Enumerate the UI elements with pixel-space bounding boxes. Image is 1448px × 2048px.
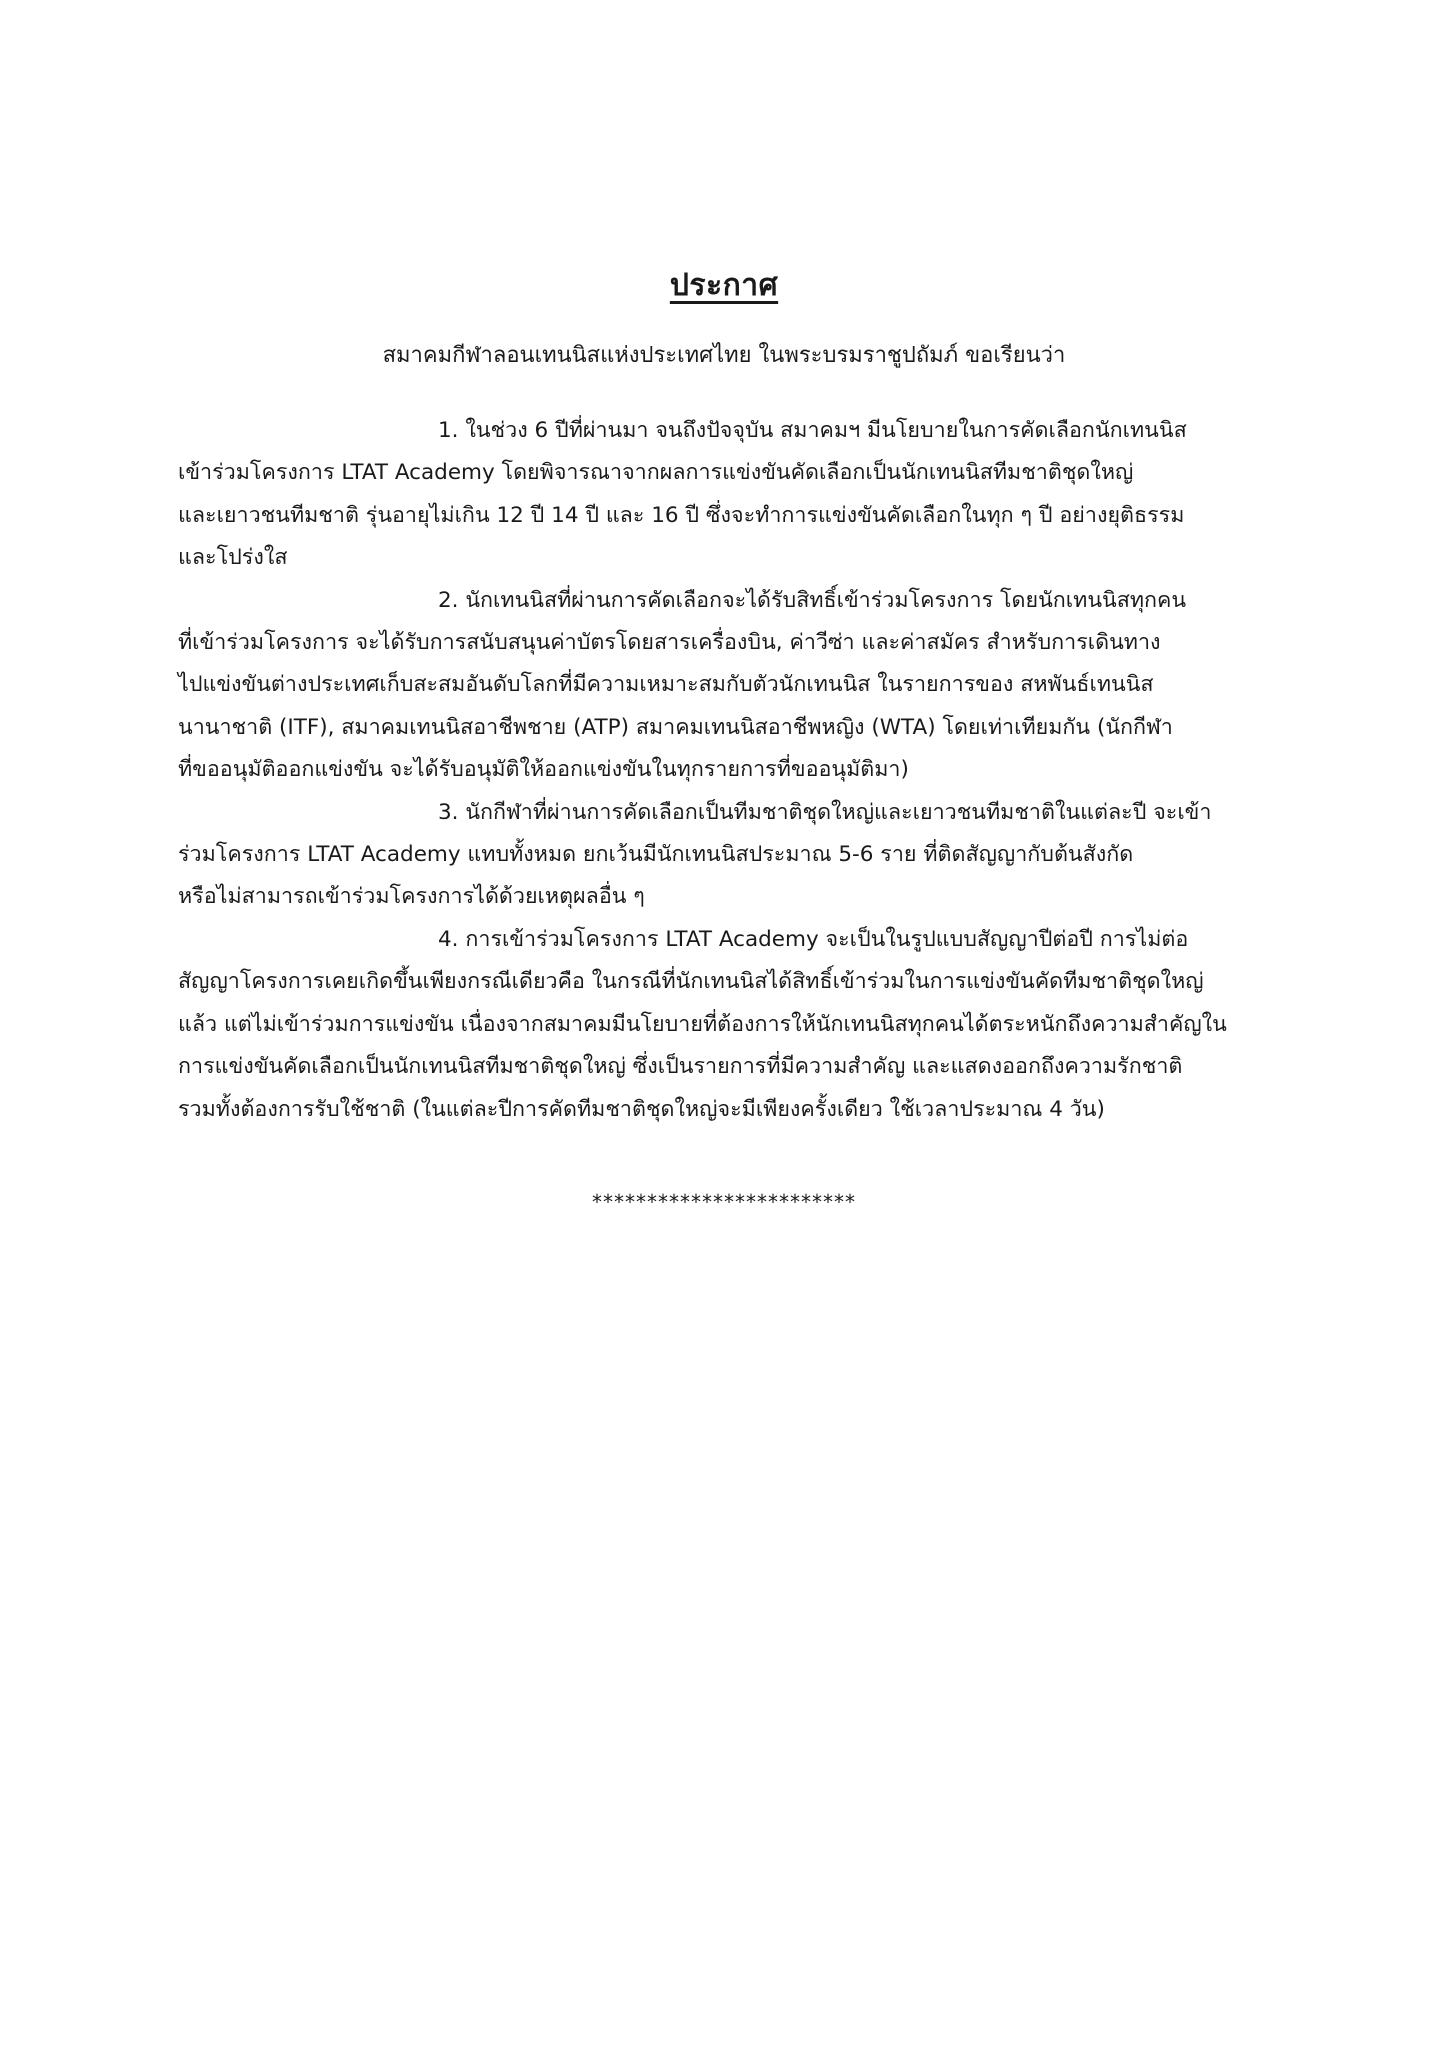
paragraph-line: นานาชาติ (ITF), สมาคมเทนนิสอาชีพชาย (ATP) สมาคมเทนนิสอาชีพหญิง (WTA) โดยเท่าเทียมกัน (นักกีฬา bbox=[178, 714, 1173, 740]
paragraph-line: 4. การเข้าร่วมโครงการ LTAT Academy จะเป็นในรูปแบบสัญญาปีต่อปี การไม่ต่อ bbox=[438, 926, 1189, 952]
paragraph-line: รวมทั้งต้องการรับใช้ชาติ (ในแต่ละปีการคัดทีมชาติชุดใหญ่จะมีเพียงครั้งเดียว ใช้เวลาประมาณ 4 วัน) bbox=[178, 1096, 1105, 1122]
paragraph-line: ร่วมโครงการ LTAT Academy แทบทั้งหมด ยกเว้นมีนักเทนนิสประมาณ 5-6 ราย ที่ติดสัญญากับต้นสังกัด bbox=[178, 842, 1134, 868]
paragraph-line: แล้ว แต่ไม่เข้าร่วมการแข่งขัน เนื่องจากสมาคมมีนโยบายที่ต้องการให้นักเทนนิสทุกคนได้ตระหนักถึงความสำคัญใน bbox=[178, 1011, 1227, 1037]
closing-asterisks: ************************ bbox=[592, 1190, 856, 1214]
paragraph-4 bbox=[178, 919, 1323, 1131]
paragraph-line: 1. ในช่วง 6 ปีที่ผ่านมา จนถึงปัจจุบัน สมาคมฯ มีนโยบายในการคัดเลือกนักเทนนิส bbox=[438, 418, 1187, 443]
paragraph-line: สัญญาโครงการเคยเกิดขึ้นเพียงกรณีเดียวคือ ในกรณีที่นักเทนนิสได้สิทธิ์เข้าร่วมในการแข่งขันคัดทีมชาติชุดใหญ่ bbox=[178, 969, 1204, 995]
paragraph-line: ไปแข่งขันต่างประเทศเก็บสะสมอันดับโลกที่มีความเหมาะสมกับตัวนักเทนนิส ในรายการของ สหพันธ์เทนนิส bbox=[178, 672, 1154, 698]
paragraph-line: และเยาวชนทีมชาติ รุ่นอายุไม่เกิน 12 ปี 14 ปี และ 16 ปี ซึ่งจะทำการแข่งขันคัดเลือกในทุก ๆ ปี อย่างยุติธรรม bbox=[178, 502, 1185, 528]
paragraph-line: และโปร่งใส bbox=[178, 545, 288, 571]
paragraph-3 bbox=[178, 792, 1323, 919]
paragraph-line: เข้าร่วมโครงการ LTAT Academy โดยพิจารณาจากผลการแข่งขันคัดเลือกเป็นนักเทนนิสทีมชาติชุดใหญ่ bbox=[178, 460, 1134, 486]
paragraph-line: การแข่งขันคัดเลือกเป็นนักเทนนิสทีมชาติชุดใหญ่ ซึ่งเป็นรายการที่มีความสำคัญ และแสดงออกถึงความรักชาติ bbox=[178, 1054, 1183, 1080]
paragraph-1 bbox=[178, 410, 1323, 580]
paragraph-line: 2. นักเทนนิสที่ผ่านการคัดเลือกจะได้รับสิทธิ์เข้าร่วมโครงการ โดยนักเทนนิสทุกคน bbox=[438, 587, 1187, 613]
paragraph-line: ที่เข้าร่วมโครงการ จะได้รับการสนับสนุนค่าบัตรโดยสารเครื่องบิน, ค่าวีซ่า และค่าสมัคร สำหรับการเดินทาง bbox=[178, 630, 1161, 656]
document-title: ประกาศ bbox=[669, 268, 779, 303]
paragraph-2 bbox=[178, 580, 1323, 792]
paragraph-line: หรือไม่สามารถเข้าร่วมโครงการได้ด้วยเหตุผลอื่น ๆ bbox=[178, 884, 645, 910]
document-body bbox=[178, 410, 1323, 1131]
paragraph-line: ที่ขออนุมัติออกแข่งขัน จะได้รับอนุมัติให้ออกแข่งขันในทุกรายการที่ขออนุมัติมา) bbox=[178, 757, 909, 783]
document-intro: สมาคมกีฬาลอนเทนนิสแห่งประเทศไทย ในพระบรมราชูปถัมภ์ ขอเรียนว่า bbox=[382, 343, 1066, 368]
paragraph-line: 3. นักกีฬาที่ผ่านการคัดเลือกเป็นทีมชาติชุดใหญ่และเยาวชนทีมชาติในแต่ละปี จะเข้า bbox=[438, 799, 1212, 825]
